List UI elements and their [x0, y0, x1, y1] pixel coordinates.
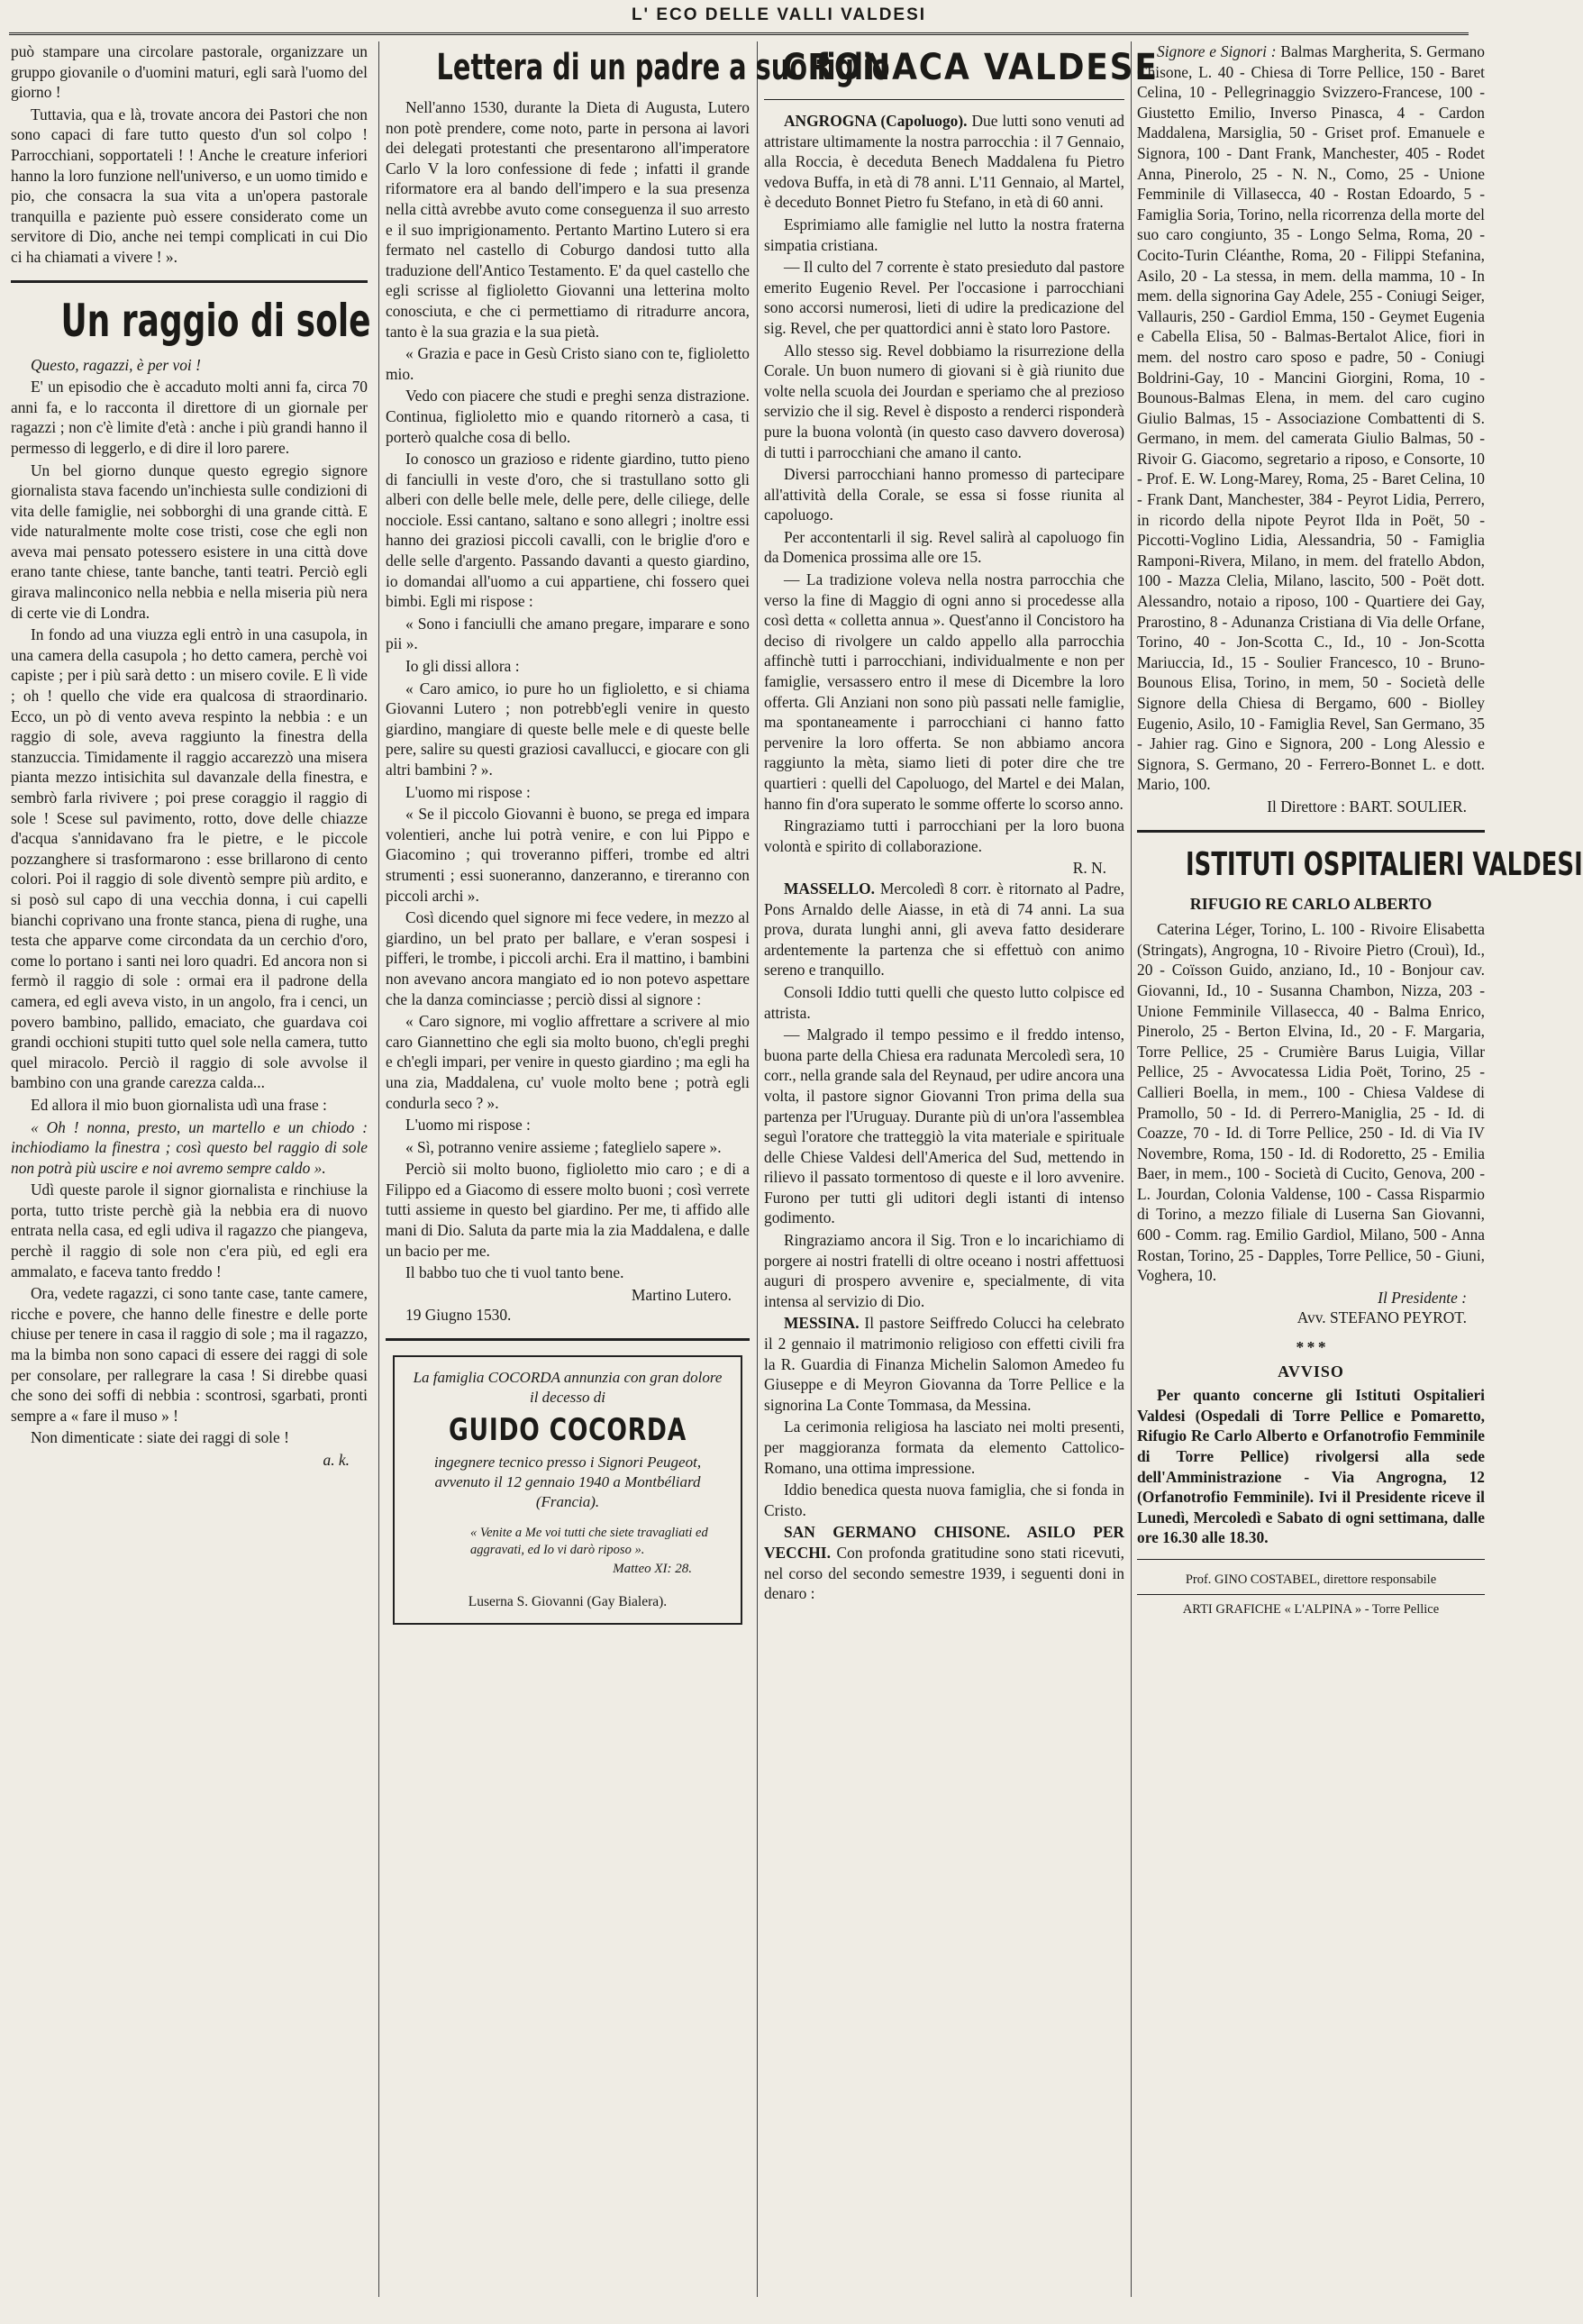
news-signature: R. N. [1072, 859, 1106, 878]
continuation-paragraph: può stampare una circolare pastorale, organizzare un gruppo giovanile o d'uomini maturi, egli sarà l'uomo del giorno ! [11, 42, 368, 102]
article-paragraph: Udì queste parole il signor giornalista e rinchiuse la porta, tutto triste perchè già la nebbia era di nuovo entrata nella casa, ed egli udiva il ragazzo che piangeva, perchè il raggio di sole non c'era più, ed egli era ammalato, e faceva tanto freddo ! [11, 1180, 368, 1280]
section-title: CRONACA VALDESE [782, 47, 1159, 88]
president-label: Il Presidente : [1378, 1288, 1467, 1307]
section-subtitle: RIFUGIO RE CARLO ALBERTO [1189, 894, 1433, 913]
notice-details: ingegnere tecnico presso i Signori Peugeot, avvenuto il 12 gennaio 1940 a Montbéliard (Francia). [433, 1454, 702, 1511]
column-1 [11, 41, 371, 2306]
printer-credit: ARTI GRAFICHE « L'ALPINA » - Torre Pellice [1182, 1601, 1440, 1617]
letter-paragraph: « Sono i fanciulli che amano pregare, imparare e sono pii ». [386, 614, 750, 653]
column-3 [764, 41, 1159, 2306]
section-rule [11, 280, 368, 283]
news-paragraph: Per accontentarli il sig. Revel salirà al capoluogo fin da Domenica prossima alle ore 15. [764, 527, 1124, 567]
letter-paragraph: Così dicendo quel signore mi fece vedere, in mezzo al giardino, un bel prato per ballare, e v'eran sospesi i pifferi, le trombe, i piccoli archi. Era il mattino, i bambini non avevano ancora mangiato ed io non potevo aspettare che la danza cominciasse ; perciò dissi al signore : [386, 908, 750, 1008]
article-paragraph: In fondo ad una viuzza egli entrò in una casupola, in una camera della casupola ; ho detto camera, perchè voi capiste ; per i più sarà detto : un misero covile. E lì vide ; oh ! quello che vide era qualcosa di straordinario. Ecco, un pò di vento aveva respinto la nebbia : e un raggio di sole, aveva raggiunto la finestra della stanzuccia. Timidamente il raggio accarezzò una misera pianta mezzo intisichita sul davanzale della finestra, e sembrò farla rivivere ; poi prese coraggio il raggio di sole ! Scese sul pavimento, rotto, dove delle chiazze d'acqua s'annidavano fra le pietre, e le piccole pozzanghere si trasformarono : esse brillarono di cento colori. Poi il raggio di sole diventò sempre più ardito, e si posò sul capo di una vecchia donna, i cui capelli bianchi coprivano una fronte stanca, piena di rughe, una testa che apparve come circondata da un cerchio d'oro, come lo portano i santi nei loro quadri. Ed ancora non si fermò il raggio di sole : ormai era il padrone della camera, ed egli aveva visto, in un angolo, fra i cenci, un povero bambino, pallido, emaciato, che guardava coi grandi occhioni stupiti tutto quel sole nella camera, tutto quel miracolo. Perciò il raggio di sole avvolse il bambino con una grande carezza calda... [11, 625, 368, 1092]
news-paragraph: Ringraziamo tutti i parrocchiani per la loro buona volontà e spirito di collaborazione. [764, 816, 1124, 855]
letter-paragraph: Io gli dissi allora : [405, 657, 520, 676]
masthead [0, 0, 1558, 36]
section-rule [1137, 1559, 1485, 1560]
letter-paragraph: Nell'anno 1530, durante la Dieta di Augusta, Lutero non potè prendere, come noto, parte in persona ai lavori dei delegati protestanti che presentarono all'imperatore Carlo V la loro confessione di fede ; infatti il grande riformatore era al bando dell'impero e la sua presenza nella città avrebbe avuto come conseguenza il suo arresto e il suo imprigionamento. Pertanto Martino Lutero si era fermato nel castello di Coburgo dandosi tutto alla traduzione dell'Antico Testamento. E' da quel castello che egli scrisse al figlioletto Giovanni una letterina molto conosciuta, e che ci permettiamo di ritradurre ancora, tanto è la sua grazia e la sua pietà. [386, 98, 750, 341]
news-paragraph: Ringraziamo ancora il Sig. Tron e lo incarichiamo di porgere ai nostri fratelli di oltre oceano i nostri affettuosi auguri di prospero avvenire e, specialmente, di vita intensa al servizio di Dio. [764, 1231, 1124, 1310]
news-paragraph: SAN GERMANO CHISONE. ASILO PER VECCHI. Con profonda gratitudine sono stati ricevuti, nel corso del secondo semestre 1939, i seguenti doni in denaro : [764, 1523, 1125, 1603]
news-paragraph: Iddio benedica questa nuova famiglia, che si fonda in Cristo. [764, 1481, 1124, 1519]
notice-name: GUIDO COCORDA [448, 1412, 687, 1449]
notice-quote: « Venite a Me voi tutti che siete travagliati ed aggravati, ed Io vi darò riposo ». [470, 1526, 708, 1558]
section-rule [1137, 830, 1485, 833]
notice-footer: Luserna S. Giovanni (Gay Bialera). [468, 1593, 668, 1609]
letter-date: 19 Giugno 1530. [405, 1306, 512, 1325]
article-paragraph: Un bel giorno dunque questo egregio signore giornalista stava facendo un'inchiesta sulle condizioni di vita delle famiglie, nei sobborghi di una grande città. E vide naturalmente molte cose tristi, cose che egli non aveva mai pensato potessero esistere in una città dove erano tante chiese, tante banche, tanti teatri. Perciò egli girava malinconico nella nebbia e nella miseria più nera di certe vie di Londra. [11, 460, 368, 622]
column-2 [386, 41, 890, 2306]
news-paragraph: La cerimonia religiosa ha lasciato nei molti presenti, per maggioranza formata da elemento Cattolico-Romano, una ottima impressione. [764, 1417, 1124, 1477]
letter-paragraph: « Sì, potranno venire assieme ; fateglielo sapere ». [405, 1137, 722, 1156]
letter-paragraph: « Caro amico, io pure ho un figlioletto, e si chiama Giovanni Lutero ; non potrebb'egli venire in questo giardino, mangiare di queste belle mele e di queste belle pere, salire su questi graziosi cavallucci, e giocare con gli altri bambini ? ». [386, 679, 750, 779]
article-title: Lettera di un padre a suo figlio [436, 47, 890, 88]
letter-signature: Martino Lutero. [631, 1285, 732, 1304]
article-paragraph: Ora, vedete ragazzi, ci sono tante case, tante camere, ricche e povere, che hanno delle finestre e delle porte chiuse per tenere in casa il raggio di sole ; ma il ragazzo, ma la bimba non sono capaci di essere dei raggi di sole per consolare, per rallegrare la casa ! Si direbbe quasi che sono dei soffi di nebbia : scontrosi, sgarbati, pronti sempre a « fare il muso » ! [11, 1284, 368, 1425]
news-paragraph: Consoli Iddio tutti quelli che questo lutto colpisce ed attrista. [764, 982, 1124, 1022]
article-paragraph: Non dimenticate : siate dei raggi di sole ! [31, 1428, 289, 1447]
letter-paragraph: L'uomo mi rispose : [405, 782, 531, 801]
responsible-editor: Prof. GINO COSTABEL, direttore responsabile [1185, 1572, 1437, 1587]
column-divider [757, 41, 758, 2297]
section-title: ISTITUTI OSPITALIERI VALDESI [1186, 845, 1583, 883]
news-paragraph: ANGROGNA (Capoluogo). Due lutti sono venuti ad attristare ultimamente la nostra parrocchia : il 7 Gennaio, alla Roccia, è deceduta Benech Maddalena fu Pietro vedova Buffa, in età di 78 anni. L'11 Gennaio, al Martel, è deceduto Bonnet Pietro fu Stefano, in età di 60 anni. [764, 112, 1124, 212]
letter-paragraph: « Grazia e pace in Gesù Cristo siano con te, figlioletto mio. [386, 344, 750, 383]
newspaper-title: L' ECO DELLE VALLI VALDESI [631, 5, 927, 24]
letter-paragraph: « Caro signore, mi voglio affrettare a scrivere al mio caro Giannettino che egli sia molto buono, ch'egli preghi e ch'egli impari, per venire in questo giardino ; ma egli ha una zia, Maddalena, cu' vuole molto bene ; potrà egli condurla seco ? ». [386, 1012, 750, 1112]
section-rule [764, 99, 1124, 100]
letter-paragraph: Perciò sii molto buono, figlioletto mio caro ; e di a Filippo ed a Giacomo di essere molto buoni ; così verrete tutti assieme in questo bel giardino. Per me, ti affido alle mani di Dio. Saluta da parte mia la zia Maddalena, e dalle un bacio per me. [386, 1160, 750, 1260]
separator-stars: * * * [1296, 1338, 1326, 1357]
notice-title: AVVISO [1278, 1362, 1344, 1381]
letter-paragraph: « Se il piccolo Giovanni è buono, se prega ed impara volentieri, anche lui potrà venire, e con lui Pippo e Giacomino ; qui troveranno pifferi, trombe ed altri strumenti ; essi suoneranno, danzeranno, e tireranno con piccoli archi ». [386, 805, 750, 905]
section-rule [1137, 1594, 1485, 1595]
column-divider [378, 41, 379, 2297]
director-signature: Il Direttore : BART. SOULIER. [1267, 797, 1467, 816]
notice-quote-ref: Matteo XI: 28. [613, 1562, 692, 1577]
notice-text: Per quanto concerne gli Istituti Ospitalieri Valdesi (Ospedali di Torre Pellice e Pomaretto, Rifugio Re Carlo Alberto e Orfanotrofio Femminile di Torre Pellice) rivolgersi alla sede dell'Amministrazione - Via Angrogna, 12 (Orfanotrofio Femminile). Ivi il Presidente riceve il Lunedì, Mercoledì e Sabato di ogni settimana, dalle ore 16.30 alle 18.30. [1137, 1386, 1485, 1547]
news-paragraph: — Il culto del 7 corrente è stato presieduto dal pastore emerito Eugenio Revel. Per l'occasione i parrocchiani sono accorsi numerosi, lieti di udire la predicazione del sig. Revel, che per quattordici anni è stato loro Pastore. [764, 258, 1124, 337]
news-paragraph: — Malgrado il tempo pessimo e il freddo intenso, buona parte della Chiesa era radunata Mercoledì sera, 10 corr., nella grande sala del Reynaud, per udire ancora una volta, il pastore signor Giovanni Tron prima della sua partenza per l'Uruguay. Durante più di un'ora l'assemblea seguì l'oratore che tratteggiò la vita materiale e spirituale delle Chiese Valdesi dell'America del Sud, mettendo in rilievo il passato tormentoso di queste e il loro avvenire. Furono per tutti gli uditori degli istanti di intenso godimento. [764, 1025, 1124, 1227]
news-paragraph: MESSINA. Il pastore Seiffredo Colucci ha celebrato il 2 gennaio il matrimonio religioso con effetti civili fra la R. Guardia di Finanza Michelin Salomon Amedeo fu Giuseppe e di Meyron Giovanna da Torre Pellice e la signorina La Conte Tommasa, da Messina. [764, 1314, 1124, 1414]
notice-intro: La famiglia COCORDA annunzia con gran dolore il decesso di [413, 1369, 723, 1407]
donations-list: Caterina Léger, Torino, L. 100 - Rivoire Elisabetta (Stringats), Angrogna, 10 - Rivoire Pietro (Crouì), Id., 20 - Coïsson Guido, anziano, Id., 10 - Bonjour cav. Giovanni, Id., 10 - Susanna Chambon, Nizza, 203 - Unione Femminile Villasecca, 40 - Balma Enrico, Pinerolo, 25 - Berton Elvina, Id., 20 - F. Margaria, Torre Pellice, 25 - Crumière Barus Luigia, Villar Pellice, 25 - Avvocatessa Lidia Poët, Torino, 25 - Callieri Boella, in mem., 100 - Chiesa Valdese di Pramollo, 50 - Id. di Perrero-Maniglia, 25 - Id. di Coazze, 70 - Id. di Torre Pellice, 250 - Id. di Via IV Novembre, Roma, 150 - Id. di Rodoretto, 25 - Emilia Baer, in mem., 100 - Società di Cucito, Genova, 200 - L. Jourdan, Colonia Valdense, 100 - Cassa Risparmio di Torino, a mezzo filiale di Luserna San Giovanni, 600 - Comm. rag. Emilio Gardiol, Milano, 500 - Anna Rostan, Torino, 25 - Dapples, Torre Pellice, 50 - Giuni, Voghera, 10. [1137, 920, 1485, 1285]
column-divider [1131, 41, 1132, 2297]
president-name: Avv. STEFANO PEYROT. [1296, 1308, 1467, 1327]
continuation-paragraph: Tuttavia, qua e là, trovate ancora dei Pastori che non sono capaci di fare tutto questo d'un sol colpo ! Parrocchiani, sopportateli ! ! Anche le creature inferiori hanno la loro funzione nell'universo, e un uomo timido e pio, che consacra la sua vita a un'opera pastorale tranquilla e paziente può essere considerato come un servitore di Dio, anche nei tempi complicati in cui Dio ci ha chiamati a vivere ! ». [11, 105, 368, 266]
article-intro: Questo, ragazzi, è per voi ! [31, 355, 201, 374]
top-rule [9, 32, 1469, 35]
article-paragraph: Ed allora il mio buon giornalista udì una frase : [31, 1095, 327, 1114]
news-paragraph: Allo stesso sig. Revel dobbiamo la risurrezione della Corale. Un buon numero di giovani si è già riunito due volte nella scuola dei Jourdan e speriamo che al prezioso servizio che il sig. Revel è disposto a renderci risponderà pure la buona volontà (in questo caso davvero doverosa) di tutti i parrocchiani che amano il canto. [764, 341, 1124, 461]
letter-paragraph: Vedo con piacere che studi e preghi senza distrazione. Continua, figlioletto mio e quando ritornerò a casa, ti porterò qualche cosa di bello. [386, 387, 750, 446]
news-paragraph: Diversi parrocchiani hanno promesso di partecipare all'attività della Corale, se essa si fosse riunita al capoluogo. [764, 465, 1124, 524]
news-paragraph: — La tradizione voleva nella nostra parrocchia che verso la fine di Maggio di ogni anno si procedesse alla così detta « colletta annua ». Quest'anno il Concistoro ha deciso di rivolgere un caldo appello alla parrocchia affinchè tutti i parrocchiani, individualmente e non per famiglie, versassero entro il mese di Dicembre la loro offerta. Gli Anziani non sono più passati nelle famiglie, ma spontaneamente i parrocchiani ci hanno fatto pervenire la loro offerta. Se non abbiamo ancora raggiunto la mèta, siamo lieti di poter dire che tre quartieri : quelli del Capoluogo, del Martel e dei Malan, hanno fin d'ora superato le somme offerte lo scorso anno. [764, 570, 1124, 813]
section-rule [386, 1338, 750, 1341]
article-paragraph: « Oh ! nonna, presto, un martello e un chiodo : inchiodiamo la finestra ; così questo bel raggio di sole non potrà più uscire e noi avremo sempre caldo ». [11, 1117, 368, 1177]
news-paragraph: Esprimiamo alle famiglie nel lutto la nostra fraterna simpatia cristiana. [764, 214, 1124, 254]
news-paragraph: MASSELLO. Mercoledì 8 corr. è ritornato al Padre, Pons Arnaldo delle Aiasse, in età di 74 anni. La sua prova, durata lunghi anni, gli aveva fatto desiderare ardentemente la partenza che si effettuò con animo sereno e tranquillo. [764, 879, 1124, 980]
obituary-notice [393, 1355, 742, 1625]
article-signature: a. k. [323, 1451, 350, 1469]
article-title: Un raggio di sole [60, 294, 371, 347]
letter-paragraph: Io conosco un grazioso e ridente giardino, tutto pieno di fanciulli in veste d'oro, che si trastullano sotto gli alberi con delle belle mele, delle pere, delle ciliege, delle nocciole. Essi cantano, saltano e sono allegri ; inoltre essi hanno dei graziosi piccoli cavalli, con le briglie d'oro e delle selle d'argento. Passando davanti a questo giardino, io domandai all'uomo a cui appartiene, chi fossero quei bimbi. Egli mi rispose : [386, 450, 750, 611]
column-4 [1137, 41, 1583, 2306]
donations-list: Signore e Signori : Balmas Margherita, S. Germano Chisone, L. 40 - Chiesa di Torre Pellice, 150 - Baret Celina, 10 - Pellegrinaggio Svizzero-Francese, 100 - Giustetto Emilio, Inverso Pinasca, 4 - Cardon Maddalena, Marsiglia, 50 - Griset prof. Emanuele e Signora, 100 - Dant Frank, Manchester, 405 - Rodet Anna, Pinerolo, 25 - N. N., Como, 25 - Unione Femminile di Villasecca, 40 - Rostan Edoardo, 5 - Famiglia Soria, Torino, nella ricorrenza della morte del suo caro congiunto, 35 - Longo Selma, Roma, 20 - Cocito-Turin Cléanthe, Roma, 20 - Filippi Stefanina, Asilo, 20 - La stessa, in mem. della mamma, 10 - In mem. della signorina Gay Adele, 255 - Coniugi Seiger, Vallauris, 250 - Gardiol Emma, 150 - Geymet Eugenia e Cabella Elisa, 50 - Balmas-Bertalot Alice, fiori in mem. del nostro caro sposo e padre, 50 - Coniugi Boldrini-Gay, 10 - Mancini Giorgini, Roma, 10 - Bounous-Balmas Elena, in mem. del caro cugino Giulio Balmas, 15 - Associazione Combattenti di S. Germano, in mem. del camerata Giulio Balmas, 50 - Rivoir G. Giacomo, segretario a riposo, e Consorte, 10 - Prof. E. W. Long-Marey, Roma, 25 - Baret Celina, 10 - Frank Dant, Manchester, 384 - Peyrot Lidia, Perrero, in ricordo della nipote Peyrot Ilda in Poët, 50 - Piccotti-Voglino Lidia, Alessandria, 50 - Famiglia Ramponi-Rivera, Milano, in mem. del fratello Abdon, 100 - Mazza Clelia, Milano, lascito, 500 - Poët dott. Alessandro, notaio a riposo, 100 - Quartiere dei Gay, Prarostino, 8 - Adunanza Cristiana di Via delle Orfane, Torino, 40 - Jon-Scotta C., Id., 10 - Jon-Scotta Mariuccia, Id., 15 - Soulier Francesco, 10 - Bruno-Bounous Elisa, Torino, in mem, 50 - Società delle Signore della Chiesa di Bergamo, 600 - Biolley Eugenio, Asilo, 10 - Famiglia Revel, San Germano, 35 - Jahier rag. Gino e Signora, 200 - Long Alessio e Signora, S. Germano, 20 - Ferrero-Bonnet L. e dott. Mario, 100. [1137, 42, 1485, 794]
letter-paragraph: L'uomo mi rispose : [405, 1116, 531, 1135]
article-paragraph: E' un episodio che è accaduto molti anni fa, circa 70 anni fa, e lo racconta il direttore di un giornale per ragazzi ; non c'è limite d'età : anche i più grandi hanno il permesso di leggerlo, e di dire il loro parere. [11, 378, 368, 457]
letter-paragraph: Il babbo tuo che ti vuol tanto bene. [405, 1263, 624, 1282]
